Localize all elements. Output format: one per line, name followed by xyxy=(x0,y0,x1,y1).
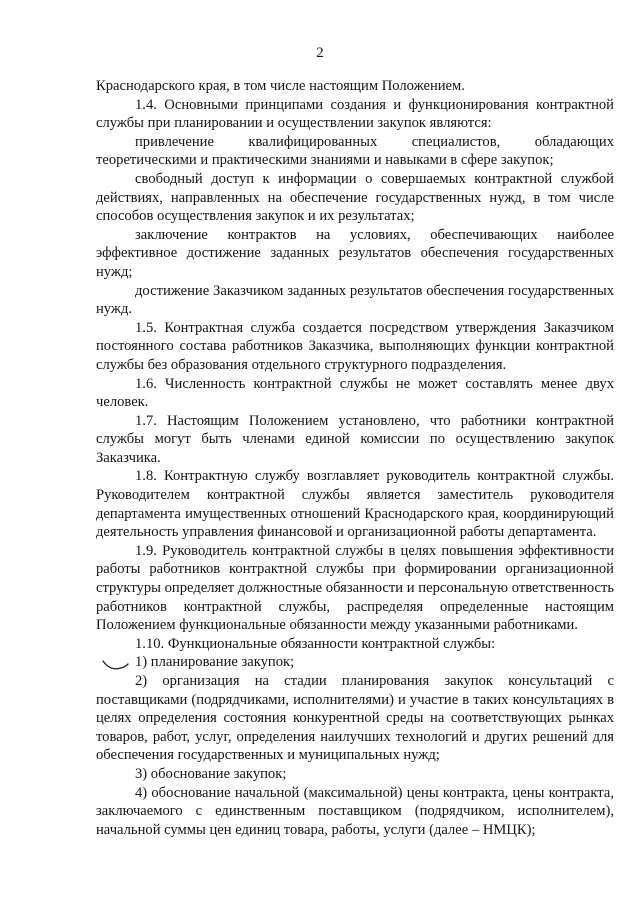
duty-4: 4) обоснование начальной (максимальной) цены контракта, цены контракта, заключаемого с единственным поставщиком (подрядчиком, исполнителем), начальной суммы цен единиц товара, работы, услуги (далее – НМЦК); xyxy=(96,784,614,838)
paragraph-1-8: 1.8. Контрактную службу возглавляет руководитель контрактной службы. Руководителем контрактной службы является заместитель руководителя департамента имущественных отношений Краснодарского края, координирующий деятельность управления финансовой и организационной работы департамента. xyxy=(96,468,614,541)
principle-results: достижение Заказчиком заданных результатов обеспечения государственных нужд. xyxy=(96,282,614,318)
duty-3: 3) обоснование закупок; xyxy=(135,765,287,782)
principle-free-access: свободный доступ к информации о совершаемых контрактной службой действиях, направленных на обеспечение государственных нужд, в том числе способов осуществления закупок и их результатах; xyxy=(96,170,614,225)
paragraph-1-6: 1.6. Численность контрактной службы не может составлять менее двух человек. xyxy=(96,375,614,411)
principle-contracts: заключение контрактов на условиях, обеспечивающих наиболее эффективное достижение заданных результатов обеспечения государственных нужд; xyxy=(96,226,614,280)
document-body xyxy=(96,77,614,839)
page-number: 2 xyxy=(316,45,324,61)
paragraph-1-4: 1.4. Основными принципами создания и функционирования контрактной службы при планировании и осуществлении закупок являются: xyxy=(96,96,614,132)
paragraph-continuation: Краснодарского края, в том числе настоящим Положением. xyxy=(96,78,465,94)
paragraph-1-7: 1.7. Настоящим Положением установлено, что работники контрактной службы могут быть членами единой комиссии по осуществлению закупок Заказчика. xyxy=(96,412,614,466)
paragraph-1-10: 1.10. Функциональные обязанности контрактной службы: xyxy=(135,635,496,652)
principle-qualified-staff: привлечение квалифицированных специалистов, обладающих теоретическими и практическими знаниями и навыками в сфере закупок; xyxy=(96,133,614,169)
duty-2: 2) организация на стадии планирования закупок консультаций с поставщиками (подрядчиками, исполнителями) и участие в таких консультациях в целях определения состояния конкурентной среды на соответствующих рынках товаров, работ, услуг, определения наилучших технологий и других решений для обеспечения государственных и муниципальных нужд; xyxy=(96,673,614,764)
paragraph-1-5: 1.5. Контрактная служба создается посредством утверждения Заказчиком постоянного состава работников Заказчика, выполняющих функции контрактной службы без образования отдельного структурного подразделения. xyxy=(96,319,614,373)
paragraph-1-9: 1.9. Руководитель контрактной службы в целях повышения эффективности работы работников контрактной службы при формировании организационной структуры определяет должностные обязанности и персональную ответственность работников контрактной службы, распределяя определенные настоящим Положением функциональные обязанности между указанными работниками. xyxy=(96,542,614,634)
duty-1: 1) планирование закупок; xyxy=(135,654,295,671)
